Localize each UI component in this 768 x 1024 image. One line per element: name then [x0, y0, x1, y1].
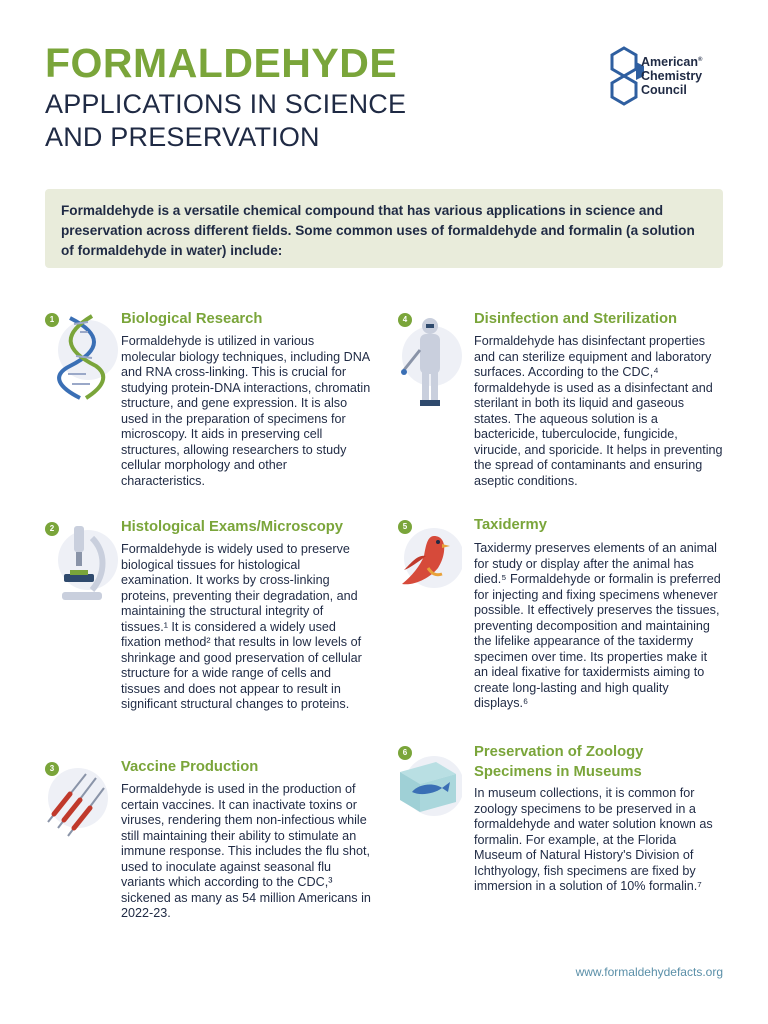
item-body-2: Formaldehyde is widely used to preserve biological tissues for histological examination. It works by cross-linking proteins, preventing their degradation, and maintaining the structural integrity of tissues.¹ It is considered a widely used fixation method² that results in low levels of shrinkage and good preservation of cellular structure for a wide range of cells and tissues and does not appear to result in significant structural changes to proteins.	[121, 542, 362, 711]
syringes-icon	[40, 758, 108, 850]
item-heading-6-line-2: Specimens in Museums	[474, 764, 642, 780]
item-number-3: 3	[45, 762, 59, 776]
dna-helix-icon	[52, 310, 120, 402]
item-number-6: 6	[398, 746, 412, 760]
logo-line-3: Council	[641, 83, 687, 98]
item-heading-3: Vaccine Production	[121, 759, 259, 775]
item-heading-1: Biological Research	[121, 311, 263, 327]
item-heading-4: Disinfection and Sterilization	[474, 311, 678, 327]
intro-box	[45, 189, 723, 268]
item-heading-6-line-1: Preservation of Zoology	[474, 744, 644, 760]
microscope-icon	[52, 518, 120, 610]
item-number-4: 4	[398, 313, 412, 327]
item-body-6: In museum collections, it is common for zoology specimens to be preserved in a formaldehyde and water solution known as formalin. For example, at the Florida Museum of Natural History's Division of Ichthyology, fish specimens are fixed by immersion in a solution of 10% formalin.⁷	[474, 786, 713, 893]
item-body-3: Formaldehyde is used in the production of certain vaccines. It can inactivate toxins or viruses, rendering them non-infectious while still maintaining their ability to stimulate an immune response. This includes the flu shot, used to inoculate against seasonal flu variants which according to the CDC,³ sickened as many as 54 million Americans in 2022-23.	[121, 782, 371, 920]
website-link[interactable]: www.formaldehydefacts.org	[575, 965, 723, 979]
logo-line-1: American	[641, 55, 698, 70]
item-body-5: Taxidermy preserves elements of an animal for study or display after the animal has died.⁵ Formaldehyde or formalin is preferred for injecting and fixing specimens whenever possible. It effectively preserves the tissues, preventing decomposition and maintaining the lifelike appearance of the taxidermy specimen over time. Its properties make it an ideal fixative for taxidermists aiming to create long-lasting and high quality displays.⁶	[474, 541, 721, 710]
page-subtitle	[45, 88, 406, 154]
american-chemistry-council-logo	[606, 44, 736, 106]
item-heading-2: Histological Exams/Microscopy	[121, 519, 344, 535]
item-body-1: Formaldehyde is utilized in various molecular biology techniques, including DNA and RNA cross-linking. This is crucial for studying protein-DNA interactions, chromatin structure, and gene expression. It is also used in the preparation of specimens for microscopy. It aids in preserving cell structures, allowing researchers to study cellular morphology and other characteristics.	[121, 334, 371, 488]
item-heading-5: Taxidermy	[474, 517, 547, 533]
hazmat-sprayer-icon	[394, 312, 462, 404]
item-number-2: 2	[45, 522, 59, 536]
hexagon-logo-icon	[606, 44, 646, 106]
subtitle-line-1: APPLICATIONS IN SCIENCE	[45, 89, 407, 119]
fish-specimen-jar-icon	[394, 744, 462, 836]
bird-icon	[394, 516, 462, 608]
item-number-1: 1	[45, 313, 59, 327]
item-heading-6	[474, 742, 643, 782]
logo-line-2: Chemistry	[641, 69, 703, 84]
logo-wordmark	[641, 53, 702, 97]
logo-registered-mark: ®	[697, 57, 703, 63]
item-number-5: 5	[398, 520, 412, 534]
subtitle-line-2: AND PRESERVATION	[45, 122, 320, 152]
page-title: FORMALDEHYDE	[45, 40, 398, 86]
item-body-4: Formaldehyde has disinfectant properties and can sterilize equipment and laboratory surfaces. According to the CDC,⁴ formaldehyde is used as a disinfectant and sterilant in both its liquid and gaseous states. The aqueous solution is a bactericide, tuberculocide, fungicide, virucide, and sporicide. It helps in preventing the spread of contaminants and ensuring aseptic conditions.	[474, 334, 723, 488]
intro-text: Formaldehyde is a versatile chemical compound that has various applications in science and preservation across different fields. Some common uses of formaldehyde and formalin (a solution of formaldehyde in water) include:	[61, 203, 695, 258]
